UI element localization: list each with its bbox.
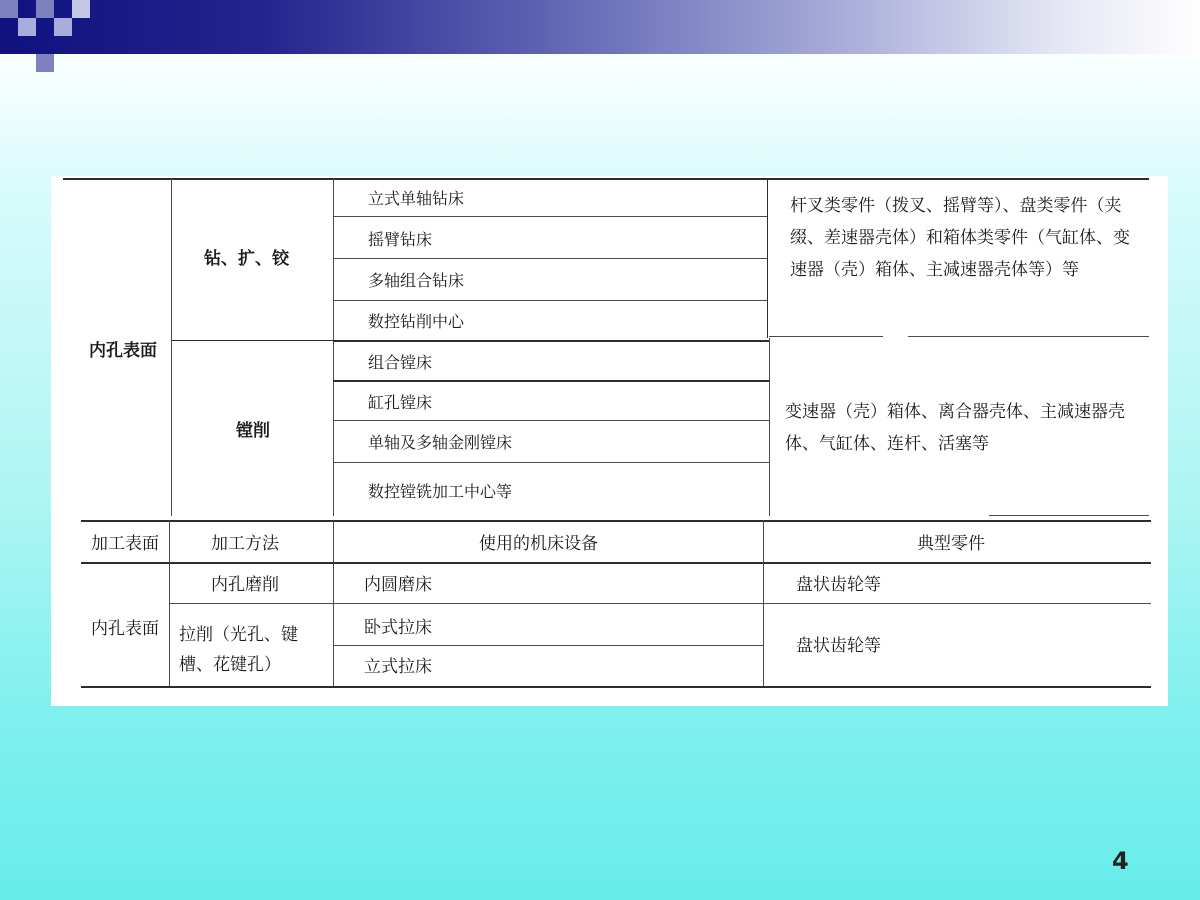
equipment-multi-spindle-drill: 多轴组合钻床 [368, 271, 465, 290]
header-band [0, 0, 1200, 54]
upper-table-parts-split-line [769, 336, 1149, 337]
upper-scan-table [63, 176, 1149, 516]
equipment-combination-boring-machine: 组合镗床 [368, 353, 433, 372]
method-internal-grinding: 内孔磨削 [211, 575, 279, 595]
lower-table-bottom-line [81, 686, 1151, 688]
page-number: 4 [1112, 847, 1129, 875]
boring-label: 镗削 [236, 421, 270, 441]
scan-mask [203, 342, 321, 349]
decorative-square [18, 18, 36, 36]
decorative-square [36, 54, 54, 72]
method-broaching: 拉削（光孔、键槽、花键孔） [179, 625, 298, 675]
upper-table-vertical-line [171, 178, 172, 516]
lower-table-top-line [81, 520, 1151, 522]
upper-table-vertical-line [333, 178, 334, 516]
upper-table-vertical-line [767, 178, 768, 338]
inner-hole-surface-label: 内孔表面 [89, 341, 157, 361]
part-disc-gear-1: 盘状齿轮等 [796, 575, 881, 595]
equipment-diamond-boring-machine: 单轴及多轴金刚镗床 [368, 433, 513, 452]
scan-mask [883, 336, 908, 339]
upper-table-top-line [63, 178, 1149, 180]
equipment-cnc-boring-milling-center: 数控镗铣加工中心等 [368, 482, 513, 501]
lower-table-row-line [333, 645, 763, 646]
upper-table-method-split-line [172, 340, 333, 341]
equipment-internal-grinder: 内圆磨床 [364, 575, 432, 595]
equipment-cylinder-boring-machine: 缸孔镗床 [368, 393, 433, 412]
decorative-square [54, 18, 72, 36]
lower-scan-table [81, 520, 1151, 686]
upper-table-row-line [333, 340, 769, 342]
equipment-vertical-single-spindle-drill: 立式单轴钻床 [368, 189, 465, 208]
decorative-square [72, 0, 90, 18]
drill-expand-ream-label: 钻、扩、铰 [204, 249, 289, 269]
upper-table-row-line [333, 216, 767, 217]
scanned-table-panel [51, 176, 1168, 706]
lower-table-vertical-line [169, 520, 170, 686]
decorative-square [0, 0, 18, 18]
upper-table-vertical-line [769, 338, 770, 516]
typical-parts-drilling: 杆叉类零件（拨叉、摇臂等）、盘类零件（夹缀、差速器壳体）和箱体类零件（气缸体、变速器（壳）箱体、主减速器壳体等）等 [790, 196, 1130, 280]
lower-table-vertical-line [333, 520, 334, 686]
lower-surface-label: 内孔表面 [91, 619, 159, 639]
equipment-cnc-drilling-center: 数控钻削中心 [368, 312, 465, 331]
header-typical-parts: 典型零件 [917, 534, 985, 554]
upper-table-row-line [333, 380, 769, 382]
decorative-square [36, 0, 54, 18]
header-machine-equipment: 使用的机床设备 [479, 534, 598, 554]
upper-table-row-line [333, 462, 769, 463]
equipment-vertical-broaching-machine: 立式拉床 [364, 657, 432, 677]
typical-parts-boring: 变速器（壳）箱体、离合器壳体、主减速器壳体、气缸体、连杆、活塞等 [785, 402, 1125, 454]
part-disc-gear-2: 盘状齿轮等 [796, 636, 881, 656]
equipment-horizontal-broaching-machine: 卧式拉床 [364, 618, 432, 638]
upper-table-bottom-line [989, 515, 1149, 516]
lower-table-header-line [81, 562, 1151, 564]
header-machining-surface: 加工表面 [91, 534, 159, 554]
upper-table-row-line [333, 420, 769, 421]
upper-table-row-line [333, 258, 767, 259]
lower-table-row-line [169, 603, 1151, 604]
upper-table-row-line [333, 300, 767, 301]
header-machining-method: 加工方法 [211, 534, 279, 554]
equipment-radial-drill: 摇臂钻床 [368, 230, 433, 249]
lower-table-vertical-line [763, 520, 764, 686]
